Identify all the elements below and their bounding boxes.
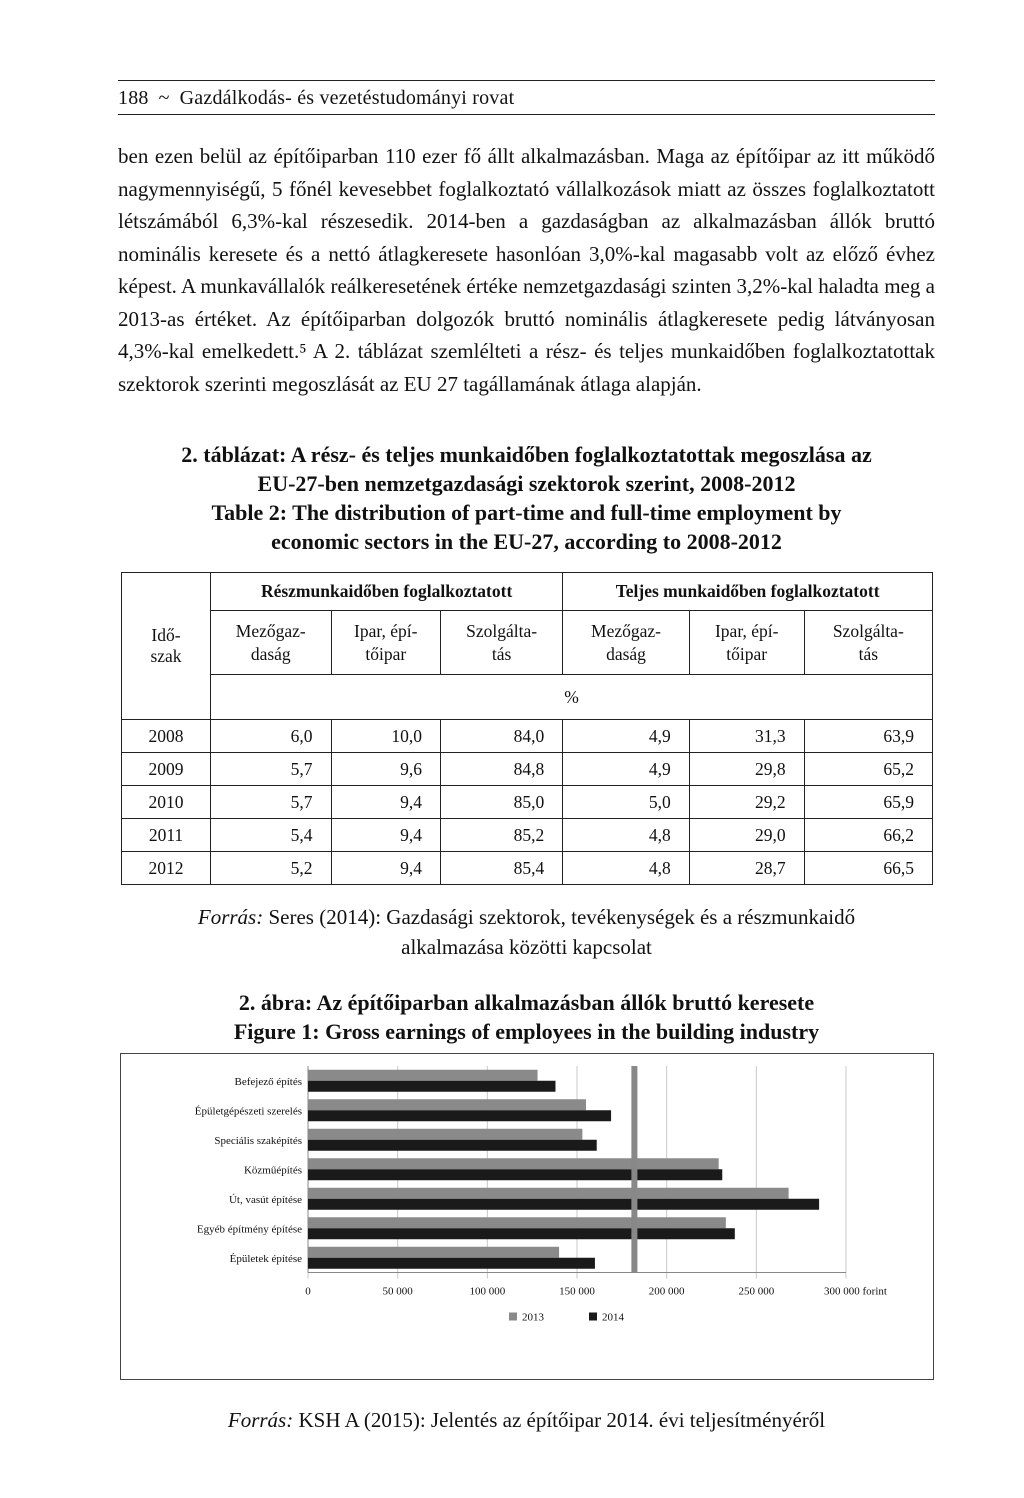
bar-2013 — [308, 1099, 586, 1110]
col-header-full-agri — [563, 611, 690, 675]
table-caption-hu-line1: 2. táblázat: A rész- és teljes munkaidőben foglalkoztatottak megoszlása az — [181, 442, 872, 467]
tick-label: 0 — [305, 1285, 311, 1298]
bar-2013 — [308, 1188, 789, 1199]
col-label-line1: Ipar, épí- — [714, 620, 779, 641]
table-cell: 10,0 — [331, 720, 440, 753]
col-header-part-agri — [211, 611, 332, 675]
header-rule-bottom — [118, 114, 935, 115]
table-row — [122, 720, 933, 753]
legend-label: 2014 — [602, 1311, 624, 1324]
table-cell: 6,0 — [211, 720, 332, 753]
table-cell-year: 2010 — [122, 786, 211, 819]
period-header-line1: Idő- — [151, 625, 181, 645]
figure-caption-en: Figure 1: Gross earnings of employees in the building industry — [233, 1019, 820, 1044]
category-label: Épületgépészeti szerelés — [194, 1105, 302, 1118]
bar-2013 — [308, 1247, 559, 1258]
table-cell: 5,2 — [211, 852, 332, 885]
period-header-line2: szak — [150, 646, 182, 666]
table-cell-year: 2012 — [122, 852, 211, 885]
employment-table — [121, 572, 933, 885]
table-cell: 85,0 — [440, 786, 562, 819]
group-header-full-time: Teljes munkaidőben foglalkoztatott — [563, 573, 933, 611]
col-header-full-services — [804, 611, 932, 675]
category-label: Egyéb építmény építése — [196, 1223, 302, 1236]
bar-2014 — [308, 1140, 597, 1151]
figure-source — [118, 1405, 935, 1435]
table-cell: 84,0 — [440, 720, 562, 753]
table-cell: 65,9 — [804, 786, 932, 819]
table-cell: 66,5 — [804, 852, 932, 885]
col-label-line1: Mezőgaz- — [591, 620, 661, 641]
table-caption-en-line1: Table 2: The distribution of part-time and full-time employment by — [211, 500, 842, 525]
bar-2014 — [308, 1169, 722, 1180]
col-label-line1: Szolgálta- — [466, 620, 538, 641]
figure-caption-hu: 2. ábra: Az építőiparban alkalmazásban állók bruttó keresete — [238, 990, 815, 1015]
table-cell: 28,7 — [689, 852, 804, 885]
col-label-line2: daság — [250, 643, 291, 664]
table-cell: 4,9 — [563, 753, 690, 786]
table-cell: 9,4 — [331, 819, 440, 852]
header-separator: ~ — [158, 87, 170, 109]
table-row — [122, 753, 933, 786]
table-cell: 29,0 — [689, 819, 804, 852]
bar-2013 — [308, 1129, 582, 1140]
bar-2014 — [308, 1081, 555, 1092]
table-cell: 5,7 — [211, 753, 332, 786]
table-cell-year: 2011 — [122, 819, 211, 852]
table-source-line2: alkalmazása közötti kapcsolat — [401, 935, 652, 959]
table-cell: 84,8 — [440, 753, 562, 786]
table-row — [122, 786, 933, 819]
table-cell-year: 2008 — [122, 720, 211, 753]
col-header-part-industry — [331, 611, 440, 675]
bar-2014 — [308, 1228, 735, 1239]
group-header-part-time: Részmunkaidőben foglalkoztatott — [211, 573, 563, 611]
category-label: Épületek építése — [229, 1252, 302, 1265]
col-label-line2: tőipar — [726, 643, 768, 664]
table-cell: 5,0 — [563, 786, 690, 819]
page-number: 188 — [118, 87, 149, 109]
tick-label: 200 000 — [648, 1285, 685, 1298]
tick-label: 300 000 forint — [824, 1285, 887, 1298]
table-row — [122, 852, 933, 885]
chart-frame — [120, 1053, 934, 1380]
table-cell: 29,8 — [689, 753, 804, 786]
col-label-line1: Szolgálta- — [832, 620, 904, 641]
col-label-line2: tás — [858, 643, 879, 664]
table-cell: 9,4 — [331, 852, 440, 885]
col-header-full-industry — [689, 611, 804, 675]
table-cell: 9,4 — [331, 786, 440, 819]
legend-swatch — [589, 1313, 597, 1321]
category-label: Speciális szaképítés — [214, 1134, 302, 1147]
table-cell: 29,2 — [689, 786, 804, 819]
reference-line — [631, 1066, 637, 1273]
table-cell: 4,9 — [563, 720, 690, 753]
source-label: Forrás: — [227, 1408, 294, 1432]
source-label: Forrás: — [197, 905, 264, 929]
col-header-part-services — [440, 611, 562, 675]
table-cell-year: 2009 — [122, 753, 211, 786]
col-label-line1: Ipar, épí- — [354, 620, 418, 641]
col-label-line2: daság — [606, 643, 646, 664]
unit-row: % — [211, 675, 933, 720]
table-caption-hu-line2: EU-27-ben nemzetgazdasági szektorok szerint, 2008-2012 — [257, 471, 796, 496]
table-cell: 4,8 — [563, 852, 690, 885]
tick-label: 100 000 — [469, 1285, 506, 1298]
tick-label: 150 000 — [559, 1285, 595, 1298]
figure-caption — [118, 988, 935, 1046]
source-text: Seres (2014): Gazdasági szektorok, tevékenységek és a részmunkaidő — [263, 905, 856, 929]
table-cell: 9,6 — [331, 753, 440, 786]
table-cell: 31,3 — [689, 720, 804, 753]
table-source — [118, 902, 935, 962]
table-cell: 5,7 — [211, 786, 332, 819]
category-label: Befejező építés — [234, 1075, 302, 1088]
table-cell: 65,2 — [804, 753, 932, 786]
paragraph-text: ben ezen belül az építőiparban 110 ezer fő állt alkalmazásban. Maga az építőipar az itt működő nagymennyiségű, 5 főnél kevesebbet foglalkoztató vállalkozások miatt az összes foglalkoztatott létszámából 6,3%-kal részesedik. 2014-ben a gazdaságban az alkalmazásban állók bruttó nominális keresete és a nettó átlagkeresete hasonlóan 3,0%-kal magasabb volt az előző évhez képest. A munkavállalók reálkeresetének értéke nemzetgazdasági szinten 3,2%-kal haladta meg a 2013-as értéket. Az építőiparban dolgozók bruttó nominális átlagkeresete pedig látványosan 4,3%-kal emelkedett.⁵ A 2. táblázat szemlélteti a rész- és teljes munkaidőben foglalkoztatottak szektorok szerinti megoszlását az EU 27 tagállamának átlaga alapján. — [118, 144, 935, 396]
bar-2014 — [308, 1110, 611, 1121]
period-header — [122, 573, 211, 720]
table-cell: 66,2 — [804, 819, 932, 852]
table-cell: 5,4 — [211, 819, 332, 852]
tick-label: 50 000 — [382, 1285, 413, 1298]
header-text — [118, 87, 524, 110]
source-text: KSH A (2015): Jelentés az építőipar 2014. évi teljesítményéről — [293, 1408, 826, 1432]
tick-label: 250 000 — [738, 1285, 775, 1298]
table-row — [122, 819, 933, 852]
table-cell: 63,9 — [804, 720, 932, 753]
table-cell: 4,8 — [563, 819, 690, 852]
header-rule-top — [118, 80, 935, 81]
bar-2013 — [308, 1158, 719, 1169]
col-label-line2: tás — [491, 643, 512, 664]
legend-label: 2013 — [522, 1311, 544, 1324]
bar-2013 — [308, 1070, 538, 1081]
section-title: Gazdálkodás- és vezetéstudományi rovat — [179, 87, 515, 109]
table-cell: 85,2 — [440, 819, 562, 852]
table-source-line1 — [118, 902, 935, 932]
bar-2013 — [308, 1217, 726, 1228]
table-cell: 85,4 — [440, 852, 562, 885]
category-label: Út, vasút építése — [228, 1193, 302, 1206]
table-caption-en-line2: economic sectors in the EU-27, according to 2008-2012 — [271, 529, 782, 554]
earnings-bar-chart — [121, 1054, 933, 1379]
table-caption — [118, 440, 935, 556]
page-header — [118, 80, 935, 116]
bar-2014 — [308, 1199, 819, 1210]
legend-swatch — [509, 1313, 517, 1321]
col-label-line2: tőipar — [365, 643, 407, 664]
category-label: Közműépítés — [243, 1164, 302, 1177]
col-label-line1: Mezőgaz- — [235, 620, 306, 641]
bar-2014 — [308, 1258, 595, 1269]
body-paragraph — [118, 140, 935, 400]
